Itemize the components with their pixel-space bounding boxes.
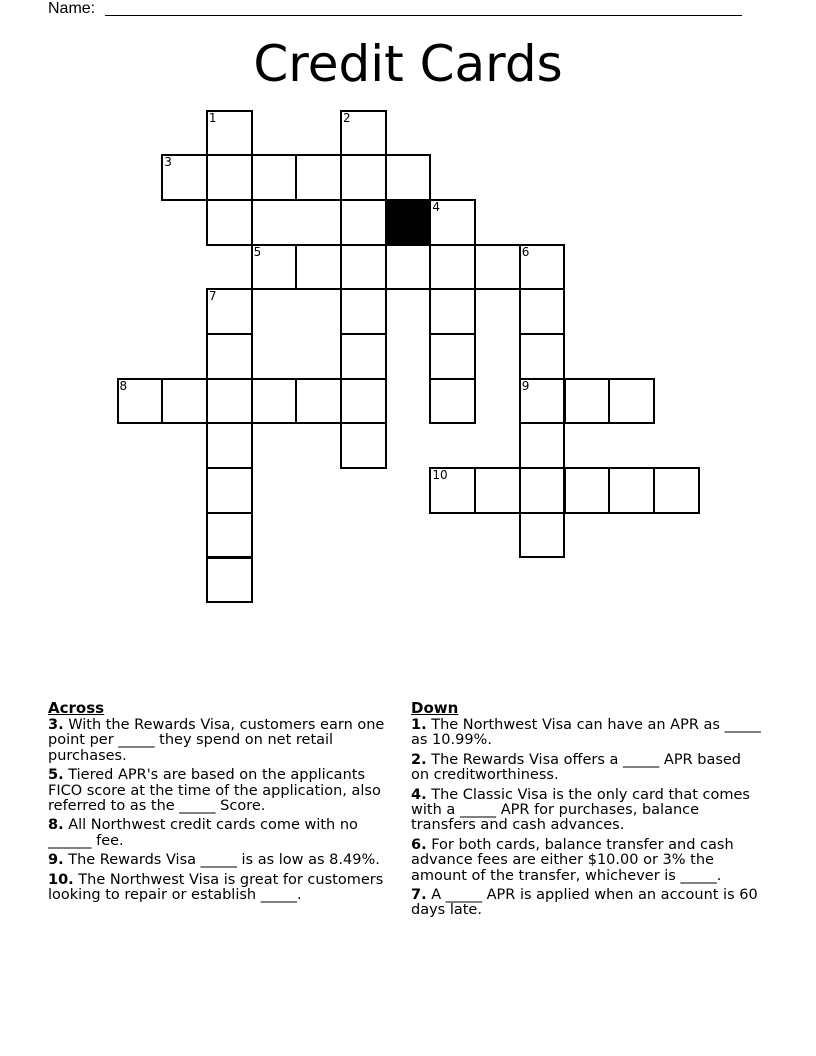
- crossword-cell[interactable]: [430, 200, 475, 245]
- crossword-cell[interactable]: [520, 245, 565, 290]
- crossword-cell[interactable]: [341, 289, 386, 334]
- down-heading: Down: [411, 699, 459, 717]
- crossword-cell[interactable]: [386, 245, 431, 290]
- crossword-cell[interactable]: [430, 334, 475, 379]
- across-clues: [48, 699, 398, 907]
- crossword-cell[interactable]: [296, 245, 341, 290]
- crossword-cell[interactable]: [609, 379, 654, 424]
- cell-number: 5: [253, 244, 262, 259]
- crossword-cell[interactable]: [520, 423, 565, 468]
- crossword-cell[interactable]: [296, 155, 341, 200]
- crossword-cell[interactable]: [386, 155, 431, 200]
- crossword-cell[interactable]: [207, 334, 252, 379]
- crossword-cell[interactable]: [207, 200, 252, 245]
- clue-across-10: [48, 873, 398, 904]
- clue-text: Tiered APR's are based on the applicants FICO score at the time of the application, also referred to as the _____ Score.: [48, 767, 381, 815]
- clue-text: For both cards, balance transfer and cash advance fees are either $10.00 or 3% the amount of the transfer, whichever is _____.: [411, 836, 734, 884]
- clue-number: 2.: [411, 751, 427, 768]
- crossword-cell[interactable]: [430, 289, 475, 334]
- crossword-cell[interactable]: [430, 379, 475, 424]
- crossword-cell[interactable]: [252, 379, 297, 424]
- clue-down-4: [411, 788, 761, 834]
- clue-text: The Rewards Visa offers a _____ APR based on creditworthiness.: [411, 751, 742, 784]
- crossword-cell[interactable]: [341, 155, 386, 200]
- crossword-cell[interactable]: [162, 155, 207, 200]
- clue-number: 4.: [411, 786, 427, 803]
- crossword-cell[interactable]: [475, 245, 520, 290]
- cell-number: 10: [432, 468, 448, 483]
- crossword-cell[interactable]: [430, 468, 475, 513]
- crossword-cell[interactable]: [520, 468, 565, 513]
- crossword-cell[interactable]: [565, 468, 610, 513]
- clue-text: The Rewards Visa _____ is as low as 8.49%.: [68, 852, 380, 869]
- cell-number: 4: [432, 199, 441, 214]
- clue-number: 9.: [48, 852, 64, 869]
- crossword-cell[interactable]: [207, 155, 252, 200]
- cell-number: 1: [208, 110, 217, 125]
- crossword-cell[interactable]: [162, 379, 207, 424]
- crossword-cell[interactable]: [430, 245, 475, 290]
- crossword-cell[interactable]: [520, 289, 565, 334]
- clue-text: All Northwest credit cards come with no ______ fee.: [48, 817, 358, 849]
- clue-number: 10.: [48, 871, 74, 888]
- crossword-cell[interactable]: [252, 155, 297, 200]
- clue-number: 8.: [48, 817, 64, 834]
- page-title: Credit Cards: [253, 35, 563, 93]
- crossword-cell[interactable]: [341, 111, 386, 156]
- clue-down-6: [411, 838, 761, 884]
- clue-down-2: [411, 753, 761, 784]
- crossword-cell[interactable]: [341, 245, 386, 290]
- crossword-cell[interactable]: [207, 289, 252, 334]
- crossword-cell[interactable]: [207, 379, 252, 424]
- clue-down-7: [411, 888, 761, 919]
- crossword-cell[interactable]: [341, 379, 386, 424]
- crossword-cell[interactable]: [520, 513, 565, 558]
- cell-number: 8: [119, 378, 128, 393]
- crossword-cell[interactable]: [207, 513, 252, 558]
- clue-across-9: [48, 853, 398, 868]
- crossword-cell[interactable]: [118, 379, 163, 424]
- crossword-cell[interactable]: [207, 558, 252, 603]
- crossword-cell[interactable]: [207, 111, 252, 156]
- down-clues: [411, 699, 761, 923]
- crossword-cell[interactable]: [475, 468, 520, 513]
- crossword-cell[interactable]: [520, 334, 565, 379]
- across-heading: Across: [48, 699, 105, 717]
- clue-down-1: [411, 718, 761, 749]
- clue-number: 3.: [48, 717, 64, 733]
- cell-number: 3: [164, 155, 172, 170]
- crossword-cell[interactable]: [207, 468, 252, 513]
- crossword-cell[interactable]: [565, 379, 610, 424]
- crossword-cell[interactable]: [252, 245, 297, 290]
- crossword-cell[interactable]: [296, 379, 341, 424]
- crossword-block: [386, 200, 431, 245]
- cell-number: 6: [521, 244, 530, 259]
- cell-number: 9: [521, 378, 530, 393]
- clue-number: 1.: [411, 717, 427, 733]
- cell-number: 2: [343, 110, 351, 125]
- clue-number: 6.: [411, 836, 427, 853]
- clue-text: The Northwest Visa can have an APR as _____ as 10.99%.: [411, 717, 761, 749]
- crossword-cell[interactable]: [341, 200, 386, 245]
- clue-number: 7.: [411, 887, 427, 904]
- crossword-cell[interactable]: [341, 334, 386, 379]
- crossword-cell[interactable]: [341, 423, 386, 468]
- clue-text: The Northwest Visa is great for customers looking to repair or establish _____.: [48, 871, 384, 904]
- clue-text: A _____ APR is applied when an account is 60 days late.: [411, 887, 758, 919]
- clue-text: With the Rewards Visa, customers earn one point per _____ they spend on net retail purchases.: [48, 717, 385, 764]
- clue-across-5: [48, 768, 398, 814]
- clue-across-3: [48, 718, 398, 764]
- crossword-cell[interactable]: [207, 423, 252, 468]
- clue-number: 5.: [48, 767, 64, 784]
- clue-text: The Classic Visa is the only card that comes with a _____ APR for purchases, balance transfers and cash advances.: [411, 786, 750, 834]
- cell-number: 7: [208, 289, 217, 304]
- crossword-cell[interactable]: [520, 379, 565, 424]
- clue-across-8: [48, 818, 398, 849]
- crossword-cell[interactable]: [654, 468, 699, 513]
- name-label: Name:: [48, 0, 96, 17]
- crossword-cell[interactable]: [609, 468, 654, 513]
